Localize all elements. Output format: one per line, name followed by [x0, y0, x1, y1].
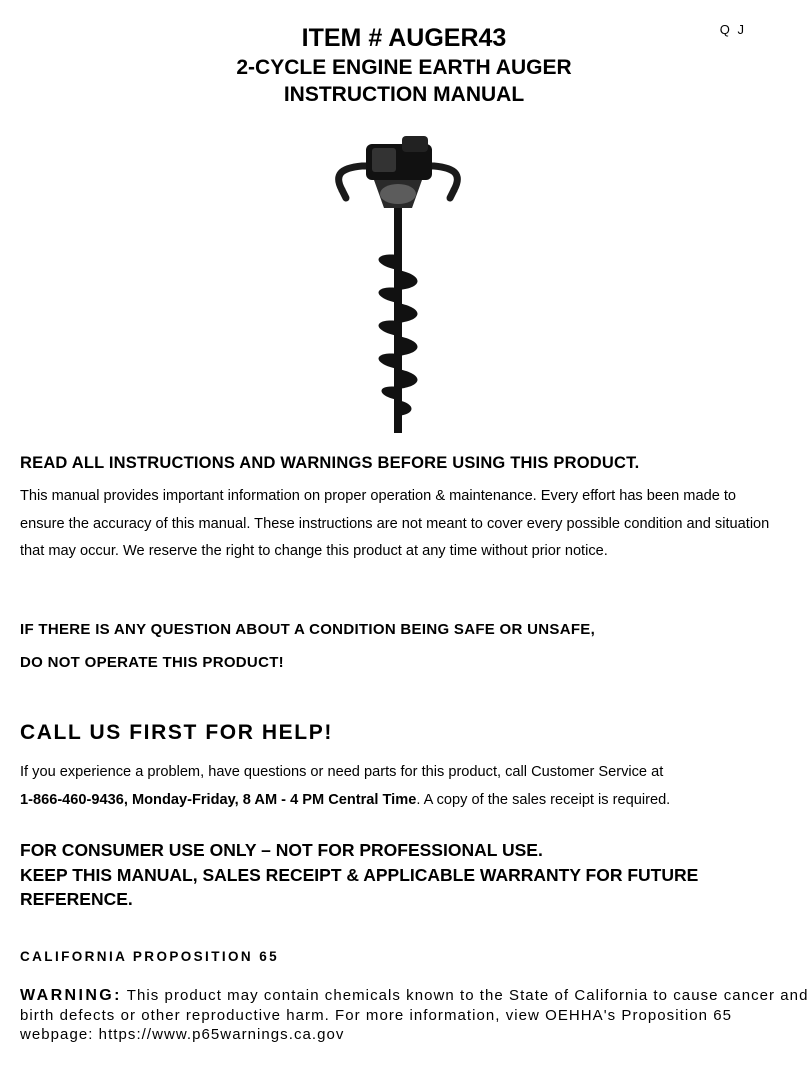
- read-instructions-heading: READ ALL INSTRUCTIONS AND WARNINGS BEFORE USING THIS PRODUCT.: [20, 454, 640, 472]
- manual-title: INSTRUCTION MANUAL: [283, 83, 525, 106]
- prop65-warning-text: This product may contain chemicals known to the State of California to cause cancer and birth defects or other reproductive harm. For more information, view OEHHA's Proposition 65 webpage: https://www.p65warnings.ca.gov: [20, 987, 808, 1043]
- help-paragraph: [20, 759, 780, 814]
- safety-warning-line-1: IF THERE IS ANY QUESTION ABOUT A CONDITION BEING SAFE OR UNSAFE,: [20, 621, 596, 638]
- prop65-warning: [20, 986, 808, 1045]
- call-for-help-heading: CALL US FIRST FOR HELP!: [20, 721, 333, 744]
- safety-warning-line-2: DO NOT OPERATE THIS PRODUCT!: [20, 654, 284, 671]
- consumer-use-line: FOR CONSUMER USE ONLY – NOT FOR PROFESSIONAL USE.: [20, 840, 543, 860]
- keep-manual-line: KEEP THIS MANUAL, SALES RECEIPT & APPLICABLE WARRANTY FOR FUTURE REFERENCE.: [20, 864, 699, 909]
- prop65-heading: CALIFORNIA PROPOSITION 65: [20, 949, 280, 964]
- prop65-warning-label: WARNING:: [20, 987, 122, 1004]
- item-number-title: ITEM # AUGER43: [301, 24, 507, 52]
- receipt-note: . A copy of the sales receipt is required.: [416, 791, 671, 808]
- help-text: If you experience a problem, have questions or need parts for this product, call Customer Service at: [20, 764, 664, 780]
- earth-auger-photo: [332, 130, 464, 435]
- customer-service-phone: 1-866-460-9436, Monday-Friday, 8 AM - 4 PM Central Time: [20, 791, 417, 808]
- consumer-notice: [20, 838, 790, 912]
- product-subtitle: 2-CYCLE ENGINE EARTH AUGER: [236, 56, 572, 79]
- document-code: Q J: [719, 22, 746, 37]
- intro-paragraph: This manual provides important information on proper operation & maintenance. Every effort has been made to ensure the accuracy of this manual. These instructions are not meant to cover every possible condition and situation that may occur. We reserve the right to change this product at any time without prior notice.: [20, 488, 770, 559]
